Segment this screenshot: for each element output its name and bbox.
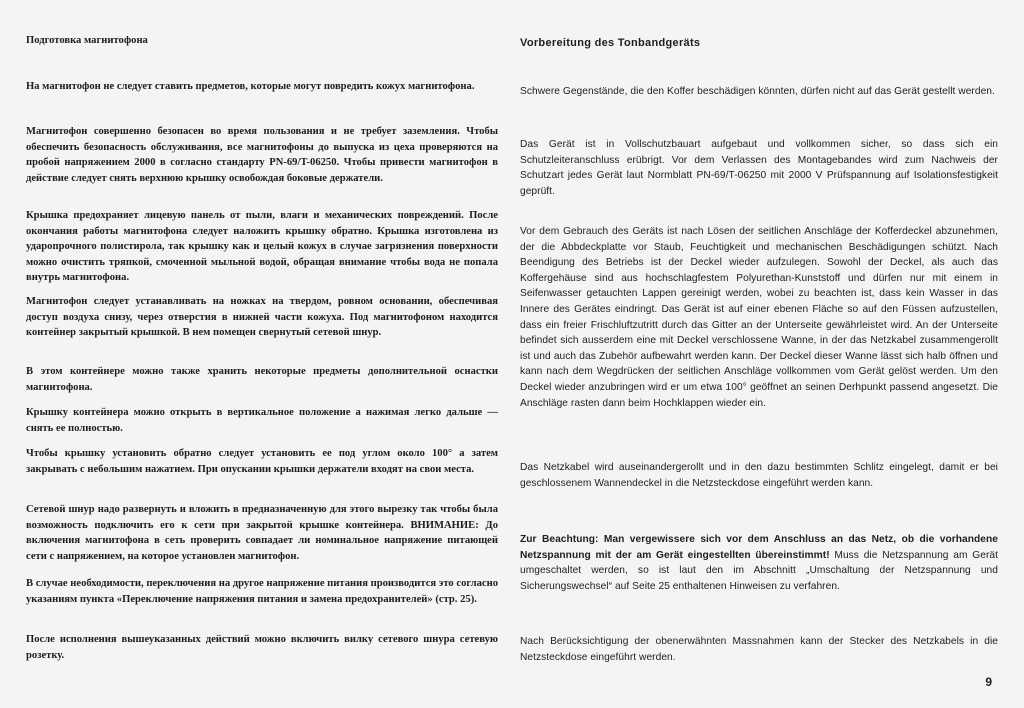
ru-warning-text: До включения магнитофона в сеть проверить совпадает ли номинальное напряжение питающей сети с напряжением, на которое установлен магнитофон. (26, 519, 498, 562)
ru-paragraph-9: В случае необходимости, переключения на другое напряжение питания производится это согласно указаниям пункта «Переключение напряжения питания и замена предохранителей» (стр. 25). (26, 578, 498, 605)
ru-paragraph-8 (26, 502, 498, 564)
de-paragraph-3: Vor dem Gebrauch des Geräts ist nach Lösen der seitlichen Anschläge der Kofferdeckel abzunehmen, der die Abbdeckplatte vor Staub, Feuchtigkeit und mechanischen Beschädigungen schützt. Nach Beendigung des Betriebs ist der Deckel wieder aufzulegen. Sowohl der Deckel, als auch das Koffergehäuse sind aus hochschlagfestem Polyurethan-Kunststoff und dürfen nur mit einem in Seifenwasser getauchten Lappen gereinigt werden, wobei zu beachten ist, dass kein Wasser in das Innere des Gerätes eindringt. Das Gerät ist auf einer ebenen Fläche so auf den Füssen aufzustellen, dass ein freier Frischluftzutritt durch das Gitter an der Unterseite gewährleistet wird. An der Unterseite befindet sich ausserdem eine mit Deckel verschlossene Wanne, in der das Netzkabel zusammengerollt ist und auch das Zubehör aufbewahrt werden kann. Der Deckel dieser Wanne lässt sich halb öffnen und kann nach dem Wegdrücken der seitlichen Anschläge vollkommen vom Gerät gelöst werden. Um den Deckel wieder anzubringen wird er um etwa 100° geöffnet an seinen Derhpunkt passend angesetzt. Die Anschläge rasten dann beim Hochklappen wieder ein. (520, 226, 998, 409)
ru-paragraph-2: Магнитофон совершенно безопасен во время пользования и не требует заземления. Чтобы обеспечить безопасность обслуживания, все магнитофоны до выпуска из цеха проверяются на пробой напряжением 2000 в согласно стандарту PN-69/T-06250. Чтобы привести магнитофон в действие следует снять верхнюю крышку освобождая боковые держатели. (26, 126, 498, 184)
de-paragraph-1: Schwere Gegenstände, die den Koffer beschädigen könnten, dürfen nicht auf das Gerät gestellt werden. (520, 86, 995, 97)
german-section-title: Vorbereitung des Tonbandgeräts (520, 37, 701, 49)
page-number: 9 (985, 675, 992, 689)
ru-paragraph-4: Магнитофон следует устанавливать на ножках на твердом, ровном основании, обеспечивая доступ воздуха снизу, через отверстия в нижней части кожуха. Под магнитофоном находится контейнер закрытый крышкой. В нем помещен свернутый сетевой шнур. (26, 296, 498, 339)
de-paragraph-5 (520, 532, 998, 594)
de-paragraph-5-text: Muss die Netzspannung am Gerät umgeschaltet werden, so ist laut den im Abschnitt „Umschaltung der Netzspannung und Sicherungswechsel“ auf Seite 25 enthaltenen Hinweisen zu verfahren. (520, 549, 998, 592)
ru-paragraph-5: В этом контейнере можно также хранить некоторые предметы дополнительной оснастки магнитофона. (26, 366, 498, 393)
ru-warning-label: ВНИМАНИЕ: (410, 519, 479, 531)
ru-paragraph-10: После исполнения вышеуказанных действий можно включить вилку сетевого шнура сетевую розетку. (26, 634, 498, 661)
russian-section-title: Подготовка магнитофона (26, 35, 148, 46)
de-paragraph-2: Das Gerät ist in Vollschutzbauart aufgebaut und vollkommen sicher, so dass sich ein Schutzleiteranschluss erübrigt. Vor dem Verlassen des Montagebandes wird zum Nachweis der Schutzart jedes Gerät laut Normblatt PN-69/T-06250 mit 2000 V Prüfspannung auf Isolationsfestigkeit geprüft. (520, 139, 998, 197)
ru-paragraph-1: На магнитофон не следует ставить предметов, которые могут повредить кожух магнитофона. (26, 81, 475, 92)
de-paragraph-4: Das Netzkabel wird auseinandergerollt und in den dazu bestimmten Schlitz eingelegt, damit er bei geschlossenem Wannendeckel in die Netzsteckdose eingeführt werden kann. (520, 462, 998, 489)
ru-paragraph-7: Чтобы крышку установить обратно следует установить ее под углом около 100° а затем закрывать с небольшим нажатием. При опускании крышки держатели входят на свои места. (26, 448, 498, 475)
de-attention-note: Zur Beachtung: Man vergewissere sich vor dem Anschluss an das Netz, ob die vorhandene Netzspannung mit der am Gerät eingestellten übereinstimmt! (520, 534, 998, 561)
ru-paragraph-6: Крышку контейнера можно открыть в вертикальное положение а нажимая легко дальше — снять ее полностью. (26, 407, 498, 434)
ru-paragraph-3: Крышка предохраняет лицевую панель от пыли, влаги и механических повреждений. После окончания работы магнитофона следует наложить крышку обратно. Крышка изготовлена из ударопрочного полистирола, так крышку как и целый кожух в случае загрязнения поверхности можно очистить тряпкой, смоченной мыльной водой, обращая внимание чтобы вода не попала внутрь магнитофона. (26, 210, 498, 284)
de-paragraph-6: Nach Berücksichtigung der obenerwähnten Massnahmen kann der Stecker des Netzkabels in die Netzsteckdose eingeführt werden. (520, 636, 998, 663)
ru-paragraph-8-text: Сетевой шнур надо развернуть и вложить в предназначенную для этого вырезку так чтобы была возможность подключить его к сети при закрытой крышке контейнера. (26, 504, 498, 531)
